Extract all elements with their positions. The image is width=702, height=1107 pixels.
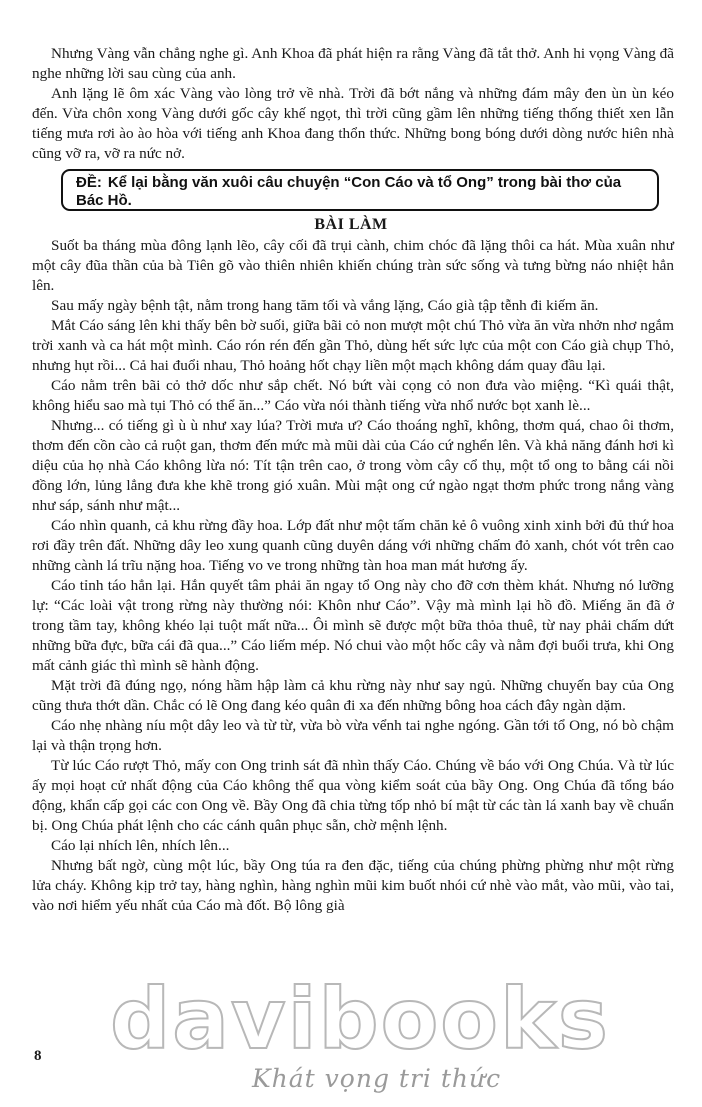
paragraph: Cáo lại nhích lên, nhích lên... [51, 837, 230, 854]
watermark-logo [110, 970, 610, 1068]
assignment-prompt-box [61, 169, 659, 211]
watermark-slogan: Khát vọng tri thức [252, 1064, 502, 1093]
paragraph: Sau mấy ngày bệnh tật, nằm trong hang tăm tối và vắng lặng, Cáo già tập tễnh đi kiếm ăn. [51, 297, 599, 314]
assignment-label: ĐỀ: [76, 174, 102, 191]
page-number: 8 [34, 1048, 42, 1064]
essay-body [32, 236, 674, 916]
paragraph: Cáo nhẹ nhàng níu một dây leo và từ từ, vừa bò vừa vểnh tai nghe ngóng. Gần tới tổ Ong, nó bò chậm lại và thận trọng hơn. [32, 717, 674, 754]
paragraph: Nhưng... có tiếng gì ù ù như xay lúa? Trời mưa ư? Cáo thoáng nghĩ, không, thơm quá, chao ôi thơm, thơm đến cồn cào cả ruột gan, thơm đến mức mà mũi dài của Cáo cứ nghển lên. Và khả năng đánh hơi kì diệu của họ nhà Cáo không lừa nó: Tít tận trên cao, ở trong vòm cây cổ thụ, một tổ ong to bằng cái nồi đồng lớn, lủng lẳng đưa khe khẽ trong gió xuân. Mùi mật ong cứ ngào ngạt thơm phức trong nắng vàng như sáp, sánh như mật... [32, 417, 674, 514]
paragraph: Mặt trời đã đúng ngọ, nóng hầm hập làm cả khu rừng này như say ngủ. Những chuyến bay của Ong cũng thưa thớt dần. Chắc có lẽ Ong đang kéo quân đi xa đến những bông hoa cách đây ngàn dặm. [32, 677, 674, 714]
paragraph: Cáo tỉnh táo hẳn lại. Hắn quyết tâm phải ăn ngay tổ Ong này cho đỡ cơn thèm khát. Nhưng nó lưỡng lự: “Các loài vật trong rừng này thường nói: Khôn như Cáo”. Vậy mà mình lại hồ đồ. Miếng ăn đã ở trong tầm tay, không khéo lại tuột mất nữa... Ôi mình sẽ được một bữa thỏa thuê, từ nay phải chấm dứt những bữa đực, bữa cái đã qua...” Cáo liếm mép. Nó chui vào một hốc cây và nằm đợi buổi trưa, khi Ong mất cảnh giác thì mình sẽ hành động. [32, 577, 674, 674]
watermark-logo-graphic [110, 970, 610, 1068]
paragraph: Mắt Cáo sáng lên khi thấy bên bờ suối, giữa bãi cỏ non mượt một chú Thỏ vừa ăn vừa nhởn nhơ ngắm trời xanh và ca hát một mình. Cáo rón rén đến gần Thỏ, dùng hết sức lực của một con Cáo già chụp Thỏ, nhưng hụt rồi... Cả hai đuổi nhau, Thỏ hoảng hốt chạy liền một mạch không dám quay đầu lại. [32, 317, 674, 374]
watermark-brand-text: davibooks [110, 970, 610, 1068]
paragraph: Cáo nhìn quanh, cả khu rừng đầy hoa. Lớp đất như một tấm chăn kẻ ô vuông xinh xinh bởi đủ thứ hoa rơi đầy trên đất. Những dây leo xung quanh cũng duyên dáng với những chấm đỏ xanh, chót vót trên cao những cành lá trĩu nặng hoa. Tiếng vo ve trong những tàn hoa man mát hương ấy. [32, 517, 674, 574]
story-ending-text [32, 44, 674, 164]
assignment-text: Kể lại bằng văn xuôi câu chuyện “Con Cáo và tổ Ong” trong bài thơ của Bác Hồ. [76, 174, 622, 209]
paragraph: Anh lặng lẽ ôm xác Vàng vào lòng trở về nhà. Trời đã bớt nắng và những đám mây đen ùn ùn kéo đến. Vừa chôn xong Vàng dưới gốc cây khế ngọt, thì trời cũng gầm lên những tiếng thống thiết xen lẫn tiếng mưa rơi ào ào hòa với tiếng anh Khoa đang thổn thức. Những bong bóng dưới dòng nước hiên nhà cũng vỡ ra, vỡ ra nức nở. [32, 85, 674, 162]
paragraph: Cáo nằm trên bãi cỏ thở dốc như sắp chết. Nó bứt vài cọng cỏ non đưa vào miệng. “Kì quái thật, không hiểu sao mà tụi Thỏ có thể ăn...” Cáo vừa nói thành tiếng vừa nhổ nước bọt xanh lè... [32, 377, 674, 414]
essay-heading: BÀI LÀM [314, 216, 388, 233]
paragraph: Suốt ba tháng mùa đông lạnh lẽo, cây cối đã trụi cành, chim chóc đã lặng thôi ca hát. Mùa xuân như một cây đũa thần của bà Tiên gõ vào thiên nhiên khiến chúng tràn sức sống và tưng bừng náo nhiệt hẳn lên. [32, 237, 674, 294]
paragraph: Nhưng bất ngờ, cùng một lúc, bầy Ong túa ra đen đặc, tiếng của chúng phừng phừng như một rừng lửa cháy. Không kịp trở tay, hàng nghìn, hàng nghìn mũi kim buốt nhói cứ nhè vào mắt, vào mũi, vào tai, vào nơi hiểm yếu nhất của Cáo mà đốt. Bộ lông già [32, 857, 674, 914]
paragraph: Nhưng Vàng vẫn chẳng nghe gì. Anh Khoa đã phát hiện ra rằng Vàng đã tắt thở. Anh hi vọng Vàng đã nghe những lời sau cùng của anh. [32, 45, 674, 82]
paragraph: Từ lúc Cáo rượt Thỏ, mấy con Ong trinh sát đã nhìn thấy Cáo. Chúng về báo với Ong Chúa. Và từ lúc ấy mọi hoạt cử nhất động của Cáo không thể qua vòng kiểm soát của bầy Ong. Ong Chúa đã tổng báo động, khẩn cấp gọi các con Ong về. Bầy Ong đã chia từng tốp nhỏ bí mật từ các tàn lá xanh bay về chuẩn bị. Ong Chúa phát lệnh cho các cánh quân phục sẵn, chờ mệnh lệnh. [32, 757, 674, 834]
